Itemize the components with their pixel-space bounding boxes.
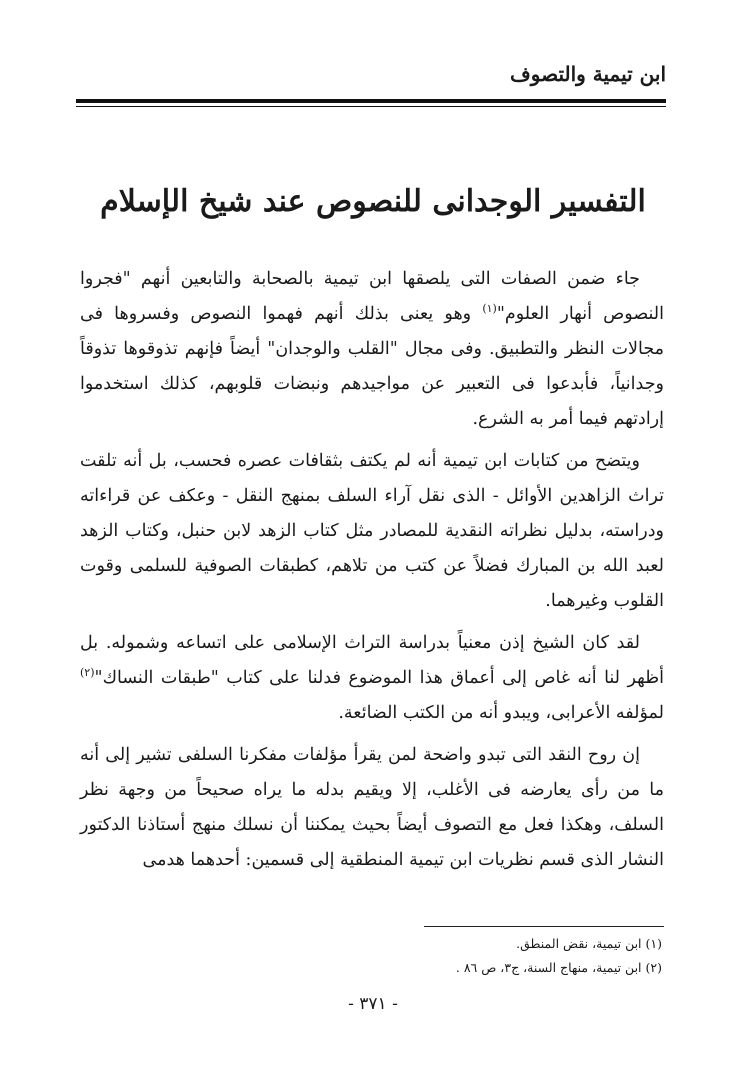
paragraph-text: جاء ضمن الصفات التى يلصقها ابن تيمية بالصحابة والتابعين أنهم "فجروا النصوص أنهار العلوم"	[80, 269, 664, 324]
paragraph-text: لمؤلفه الأعرابى، ويبدو أنه من الكتب الضائعة.	[338, 703, 664, 723]
footnote: (٢) ابن تيمية، منهاج السنة، ج٣، ص ٨٦ .	[455, 960, 662, 975]
footnote-rule	[424, 926, 664, 927]
paragraph	[80, 738, 664, 878]
footnote-marker: (١)	[482, 302, 497, 316]
paragraph-text: وهو يعنى بذلك أنهم فهموا النصوص وفسروها فى مجالات النظر والتطبيق. وفى مجال "القلب والوجدان" أيضاً فإنهم تذوقوها تذوقاً وجدانياً، فأبدعوا فى التعبير عن مواجيدهم ونبضات قلوبهم، كذلك استخدموا إرادتهم فيما أمر به الشرع.	[80, 304, 664, 429]
paragraph	[80, 444, 664, 619]
header-rule-thin	[76, 106, 666, 107]
paragraph-text: ويتضح من كتابات ابن تيمية أنه لم يكتف بثقافات عصره فحسب، بل أنه تلقت تراث الزاهدين الأوائل - الذى نقل آراء السلف بمنهج النقل - وعكف عن قراءاته ودراسته، بدليل نظراته النقدية للمصادر مثل كتاب الزهد لابن حنبل، وكتاب الزهد لعبد الله بن المبارك فضلاً عن كتب من تلاهم، كطبقات الصوفية للسلمى وقوت القلوب وغيرهما.	[80, 451, 664, 611]
running-header: ابن تيمية والتصوف	[510, 62, 666, 86]
footnote: (١) ابن تيمية، نقض المنطق.	[516, 936, 662, 951]
paragraph-text: لقد كان الشيخ إذن معنياً بدراسة التراث الإسلامى على اتساعه وشموله. بل أظهر لنا أنه غاص إلى أعماق هذا الموضوع فدلنا على كتاب "طبقات النساك"	[80, 633, 664, 688]
page-number: - ٣٧١ -	[348, 994, 398, 1014]
chapter-title: التفسير الوجدانى للنصوص عند شيخ الإسلام	[100, 184, 646, 219]
header-rule-thick	[76, 99, 666, 103]
paragraph	[80, 626, 664, 731]
paragraph	[80, 262, 664, 437]
body-text	[80, 262, 664, 885]
paragraph-text: إن روح النقد التى تبدو واضحة لمن يقرأ مؤلفات مفكرنا السلفى تشير إلى أنه ما من رأى يعارضه فى الأغلب، إلا ويقيم بدله ما يراه صحيحاً من وجهة نظر السلف، وهكذا فعل مع التصوف أيضاً بحيث يمكننا أن نسلك منهج أستاذنا الدكتور النشار الذى قسم نظريات ابن تيمية المنطقية إلى قسمين: أحدهما هدمى	[80, 745, 664, 870]
footnotes	[102, 932, 662, 980]
footnote-marker: (٢)	[80, 666, 95, 680]
